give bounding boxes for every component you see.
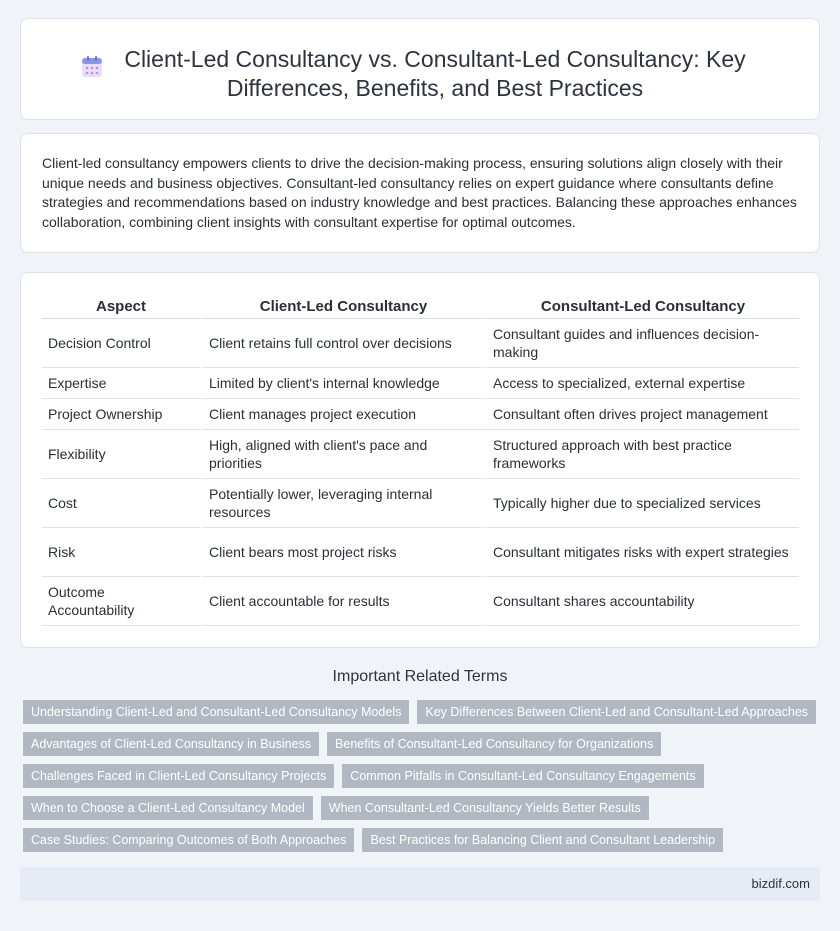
consultant-led-cell: Consultant shares accountability (484, 577, 799, 626)
aspect-cell: Outcome Accountability (42, 577, 200, 626)
aspect-cell: Decision Control (42, 319, 200, 368)
intro-card (20, 133, 820, 253)
consultant-led-cell: Access to specialized, external expertise (484, 368, 799, 399)
client-led-cell: Client accountable for results (200, 577, 484, 626)
related-term-tag[interactable]: Benefits of Consultant-Led Consultancy for Organizations (327, 732, 661, 756)
consultant-led-cell: Consultant often drives project management (484, 399, 799, 430)
aspect-cell: Project Ownership (42, 399, 200, 430)
page-title: Client-Led Consultancy vs. Consultant-Led Consultancy: Key Differences, Benefits, and Best Practices (124, 46, 746, 101)
client-led-cell: High, aligned with client's pace and priorities (200, 430, 484, 479)
related-term-tag[interactable]: When Consultant-Led Consultancy Yields Better Results (321, 796, 649, 820)
related-term-tag[interactable]: Advantages of Client-Led Consultancy in Business (23, 732, 319, 756)
calendar-icon (81, 55, 103, 79)
table-row (42, 479, 799, 528)
table-header-row (42, 296, 799, 319)
related-term-tag[interactable]: Challenges Faced in Client-Led Consultancy Projects (23, 764, 334, 788)
related-terms-list (23, 700, 809, 860)
column-header-consultant-led: Consultant-Led Consultancy (484, 296, 799, 319)
client-led-cell: Client bears most project risks (200, 528, 484, 577)
related-term-tag[interactable]: Case Studies: Comparing Outcomes of Both Approaches (23, 828, 354, 852)
table-row (42, 319, 799, 368)
title-card (20, 18, 820, 120)
related-term-tag[interactable]: Common Pitfalls in Consultant-Led Consultancy Engagements (342, 764, 703, 788)
intro-paragraph: Client-led consultancy empowers clients to drive the decision-making process, ensuring solutions align closely with their unique needs and business objectives. Consultant-led consultancy relies on expert guidance where consultants define strategies and recommendations based on industry knowledge and best practices. Balancing these approaches enhances collaboration, combining client insights with consultant expertise for optimal outcomes. (42, 155, 797, 230)
related-terms-heading: Important Related Terms (332, 668, 508, 685)
aspect-cell: Expertise (42, 368, 200, 399)
client-led-cell: Client manages project execution (200, 399, 484, 430)
footer-bar (20, 867, 820, 901)
table-row (42, 399, 799, 430)
table-row (42, 430, 799, 479)
footer-site-link[interactable]: bizdif.com (751, 876, 810, 891)
column-header-aspect: Aspect (42, 296, 200, 319)
aspect-cell: Risk (42, 528, 200, 577)
client-led-cell: Limited by client's internal knowledge (200, 368, 484, 399)
client-led-cell: Client retains full control over decisions (200, 319, 484, 368)
table-row (42, 577, 799, 626)
related-term-tag[interactable]: Understanding Client-Led and Consultant-Led Consultancy Models (23, 700, 409, 724)
aspect-cell: Flexibility (42, 430, 200, 479)
comparison-card (20, 272, 820, 648)
related-term-tag[interactable]: Best Practices for Balancing Client and Consultant Leadership (362, 828, 723, 852)
client-led-cell: Potentially lower, leveraging internal resources (200, 479, 484, 528)
consultant-led-cell: Consultant guides and influences decision-making (484, 319, 799, 368)
aspect-cell: Cost (42, 479, 200, 528)
comparison-table (42, 296, 799, 626)
consultant-led-cell: Consultant mitigates risks with expert strategies (484, 528, 799, 577)
table-row (42, 368, 799, 399)
related-term-tag[interactable]: Key Differences Between Client-Led and Consultant-Led Approaches (417, 700, 816, 724)
consultant-led-cell: Structured approach with best practice frameworks (484, 430, 799, 479)
table-row (42, 528, 799, 577)
related-term-tag[interactable]: When to Choose a Client-Led Consultancy Model (23, 796, 313, 820)
column-header-client-led: Client-Led Consultancy (200, 296, 484, 319)
consultant-led-cell: Typically higher due to specialized services (484, 479, 799, 528)
